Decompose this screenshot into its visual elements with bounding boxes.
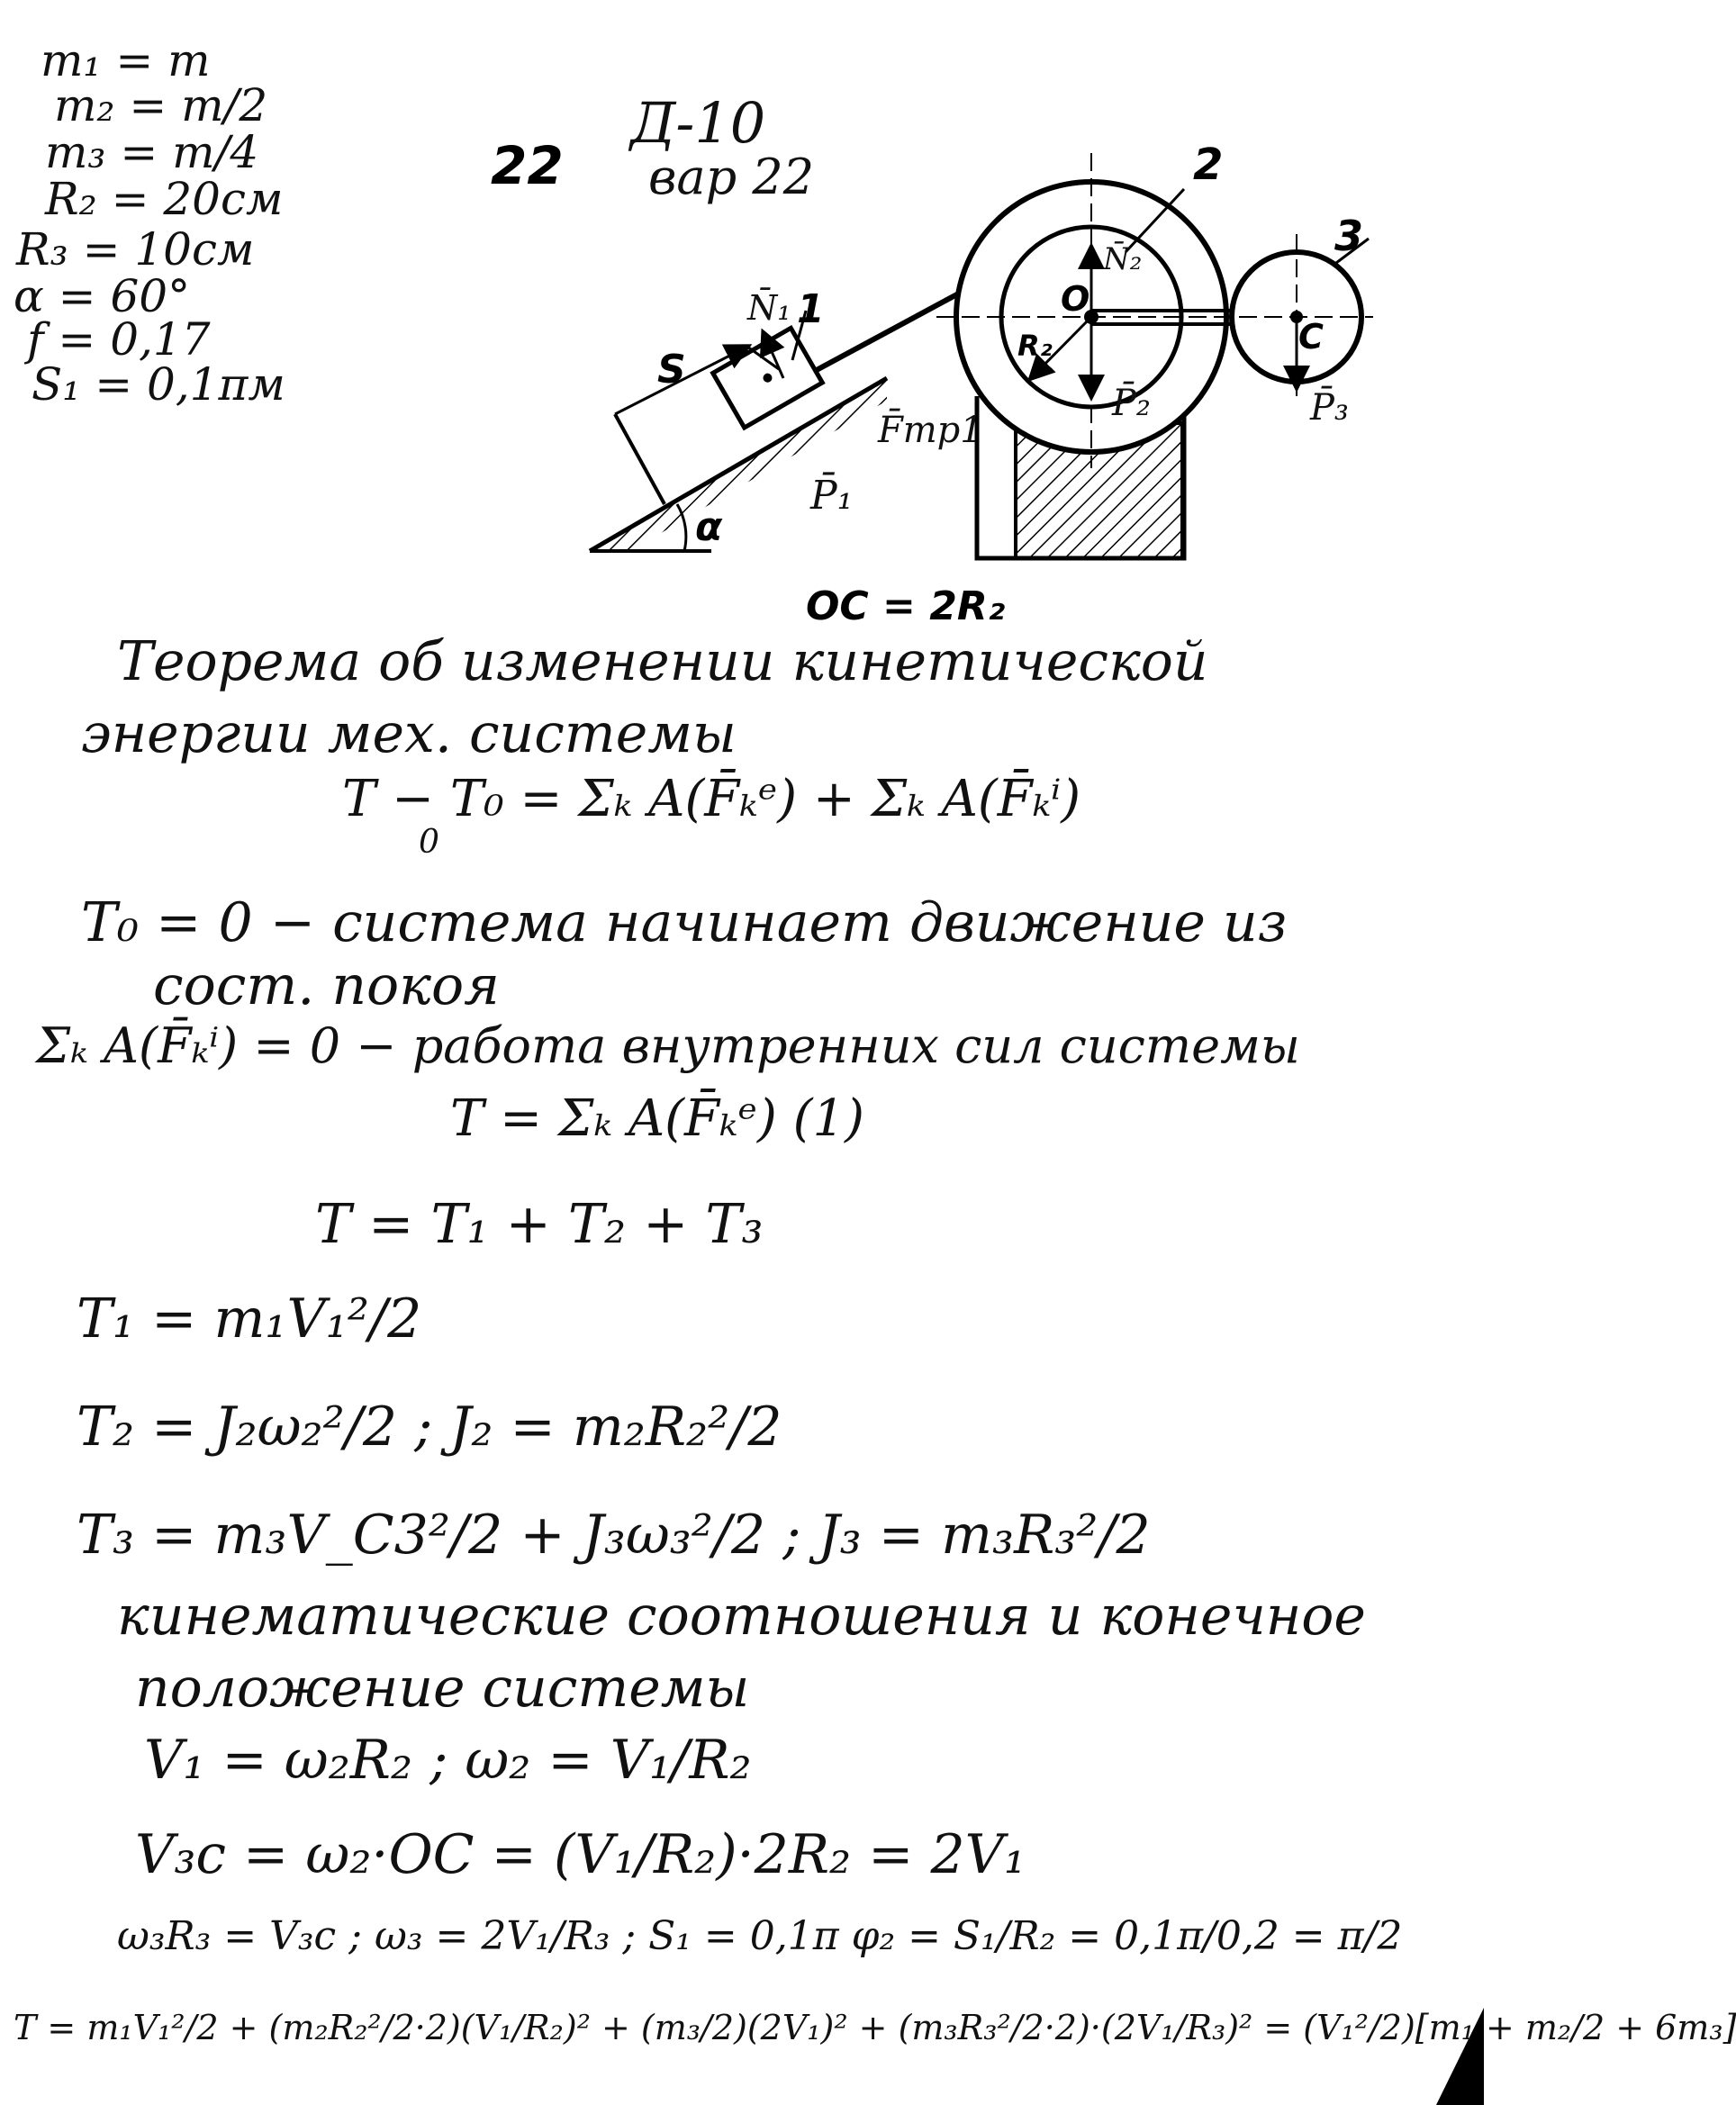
- eq-t-sum: T = T₁ + T₂ + T₃: [315, 1193, 764, 1256]
- eq-t-final: T = m₁V₁²/2 + (m₂R₂²/2·2)(V₁/R₂)² + (m₃/2)(2V₁)² + (m₃R₃²/2·2)·(2V₁/R₃)² = (V₁²/2)[m₁ + m₂/2 + 6m₃]: [14, 2008, 1736, 2047]
- given-m1: m₁ = m: [41, 34, 211, 86]
- label-1: 1: [797, 286, 825, 332]
- eq-omega3: ω₃R₃ = V₃c ; ω₃ = 2V₁/R₃ ; S₁ = 0,1π φ₂ = S₁/R₂ = 0,1π/0,2 = π/2: [117, 1913, 1403, 1959]
- eq-theorem: T − T₀ = Σₖ A(F̄ₖᵉ) + Σₖ A(F̄ₖⁱ): [342, 770, 1081, 828]
- eq-t2: T₂ = J₂ω₂²/2 ; J₂ = m₂R₂²/2: [77, 1396, 782, 1459]
- label-o: O: [1061, 279, 1090, 319]
- text-internal: Σₖ A(F̄ₖⁱ) = 0 − работа внутренних сил системы: [36, 1017, 1300, 1074]
- given-r3: R₃ = 10см: [16, 223, 255, 276]
- given-m3: m₃ = m/4: [45, 126, 259, 178]
- caption-oc: OC = 2R₂: [806, 583, 1005, 629]
- label-p1: P̄₁: [810, 473, 854, 519]
- text-theorem: Теорема об изменении кинетической: [117, 630, 1208, 693]
- eq-v3c: V₃c = ω₂·OC = (V₁/R₂)·2R₂ = 2V₁: [135, 1823, 1026, 1886]
- eq-t3: T₃ = m₃V_C3²/2 + J₃ω₃²/2 ; J₃ = m₃R₃²/2: [77, 1504, 1151, 1567]
- label-r2: R₂: [1017, 329, 1053, 363]
- given-s1: S₁ = 0,1πм: [32, 358, 285, 411]
- label-p3: P̄₃: [1310, 387, 1349, 429]
- eq-theorem-sub: 0: [419, 824, 439, 861]
- label-n2: N̄₂: [1103, 241, 1143, 277]
- text-kinematics: кинематические соотношения и конечное: [117, 1585, 1366, 1648]
- task-number: 22: [491, 135, 564, 196]
- label-ftr1: F̄тр1: [878, 410, 983, 451]
- label-c: C: [1298, 317, 1324, 357]
- given-alpha: α = 60°: [14, 270, 191, 322]
- eq-v1: V₁ = ω₂R₂ ; ω₂ = V₁/R₂: [144, 1729, 752, 1792]
- task-variant: вар 22: [648, 149, 815, 205]
- label-s: S: [657, 347, 686, 393]
- eq-1: T = Σₖ A(F̄ₖᵉ) (1): [450, 1089, 864, 1148]
- eq-t1: T₁ = m₁V₁²/2: [77, 1287, 422, 1351]
- task-code: Д-10: [630, 90, 766, 156]
- label-3: 3: [1334, 212, 1364, 260]
- disk-3: [1232, 239, 1369, 387]
- text-t0: T₀ = 0 − система начинает движение из: [81, 891, 1288, 954]
- label-alpha: α: [695, 504, 723, 550]
- text-energy: энергии мех. системы: [81, 702, 737, 765]
- label-p2: P̄₂: [1112, 383, 1151, 424]
- text-position: положение системы: [135, 1657, 750, 1720]
- given-m2: m₂ = m/2: [54, 79, 268, 131]
- label-2: 2: [1193, 140, 1224, 190]
- given-f: f = 0,17: [27, 313, 211, 366]
- text-rest: сост. покоя: [153, 954, 500, 1017]
- label-n1: N̄₁: [747, 288, 791, 328]
- given-r2: R₂ = 20см: [45, 173, 284, 225]
